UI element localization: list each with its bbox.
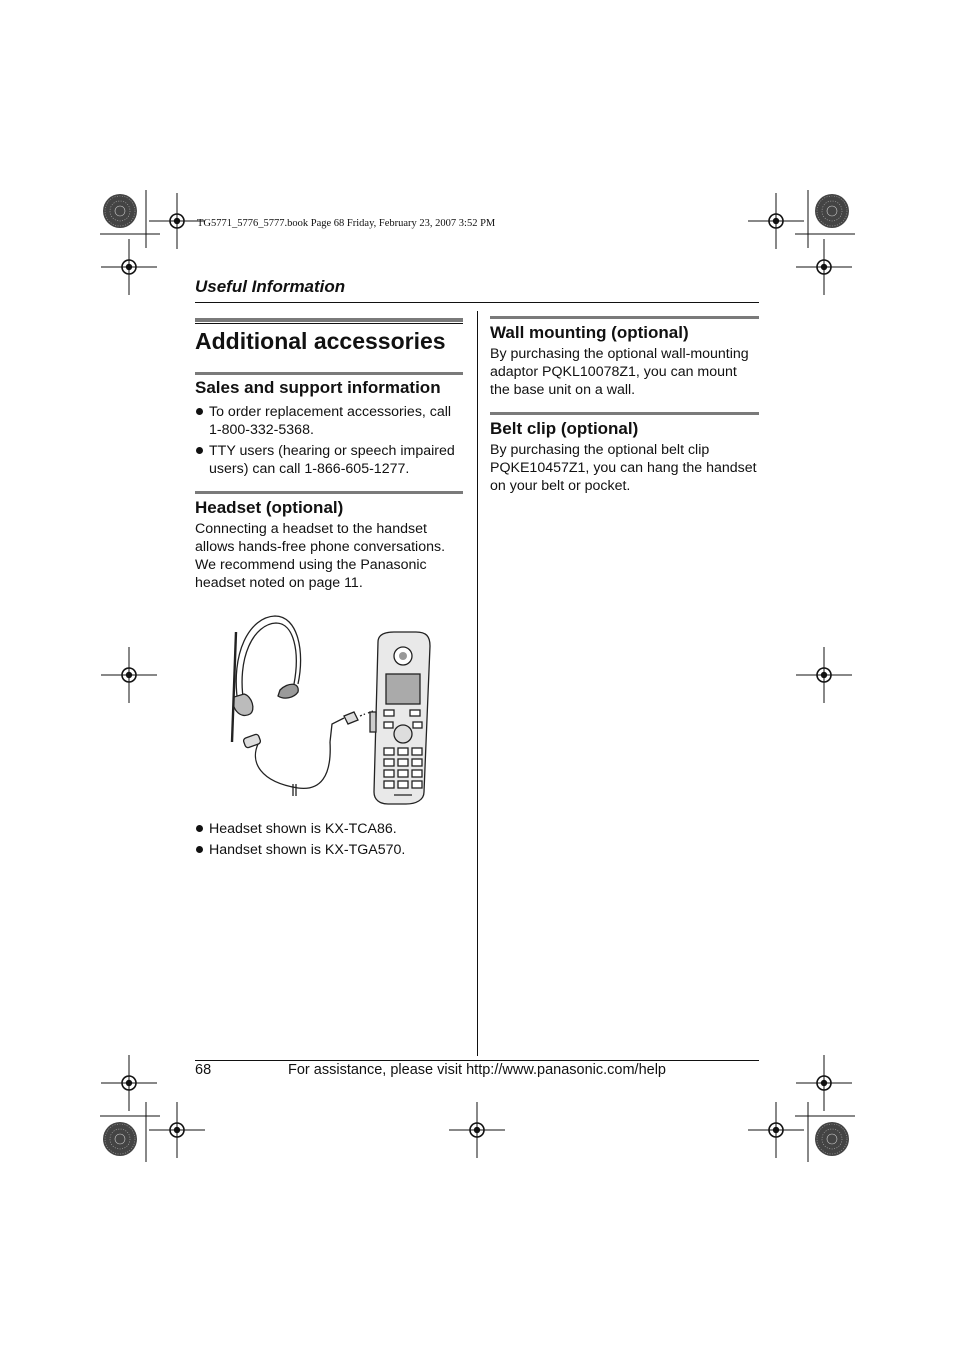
footer-assistance: For assistance, please visit http://www.panasonic.com/help <box>288 1062 666 1078</box>
list-item: Handset shown is KX-TGA570. <box>195 841 463 859</box>
footer-rule <box>195 1060 759 1061</box>
print-header: TG5771_5776_5777.book Page 68 Friday, February 23, 2007 3:52 PM <box>197 218 496 229</box>
belt-heading: Belt clip (optional) <box>490 419 639 438</box>
column-divider <box>477 311 478 1056</box>
belt-text: By purchasing the optional belt clip PQKE10457Z1, you can hang the handset on your belt or pocket. <box>490 442 757 494</box>
headset-bullets <box>195 820 463 862</box>
wall-text: By purchasing the optional wall-mounting adaptor PQKL10078Z1, you can mount the base unit on a wall. <box>490 346 749 398</box>
page-number: 68 <box>195 1062 212 1078</box>
list-item: To order replacement accessories, call 1-800-332-5368. <box>195 403 463 439</box>
sales-heading: Sales and support information <box>195 378 441 397</box>
headset-divider <box>195 491 463 494</box>
list-item: TTY users (hearing or speech impaired users) can call 1-866-605-1277. <box>195 442 463 478</box>
wall-heading: Wall mounting (optional) <box>490 323 689 342</box>
wall-divider <box>490 316 759 319</box>
headset-text: Connecting a headset to the handset allows hands-free phone conversations. We recommend using the Panasonic headset noted on page 11. <box>195 521 446 591</box>
sales-bullets <box>195 403 463 481</box>
title-bar <box>195 318 463 322</box>
headset-handset-illustration <box>220 612 435 810</box>
belt-divider <box>490 412 759 415</box>
sales-divider <box>195 372 463 375</box>
headset-heading: Headset (optional) <box>195 498 344 517</box>
page-title: Additional accessories <box>195 328 446 354</box>
header-rule <box>195 302 759 303</box>
title-bar-thin <box>195 323 463 324</box>
list-item: Headset shown is KX-TCA86. <box>195 820 463 838</box>
section-header: Useful Information <box>195 277 346 296</box>
